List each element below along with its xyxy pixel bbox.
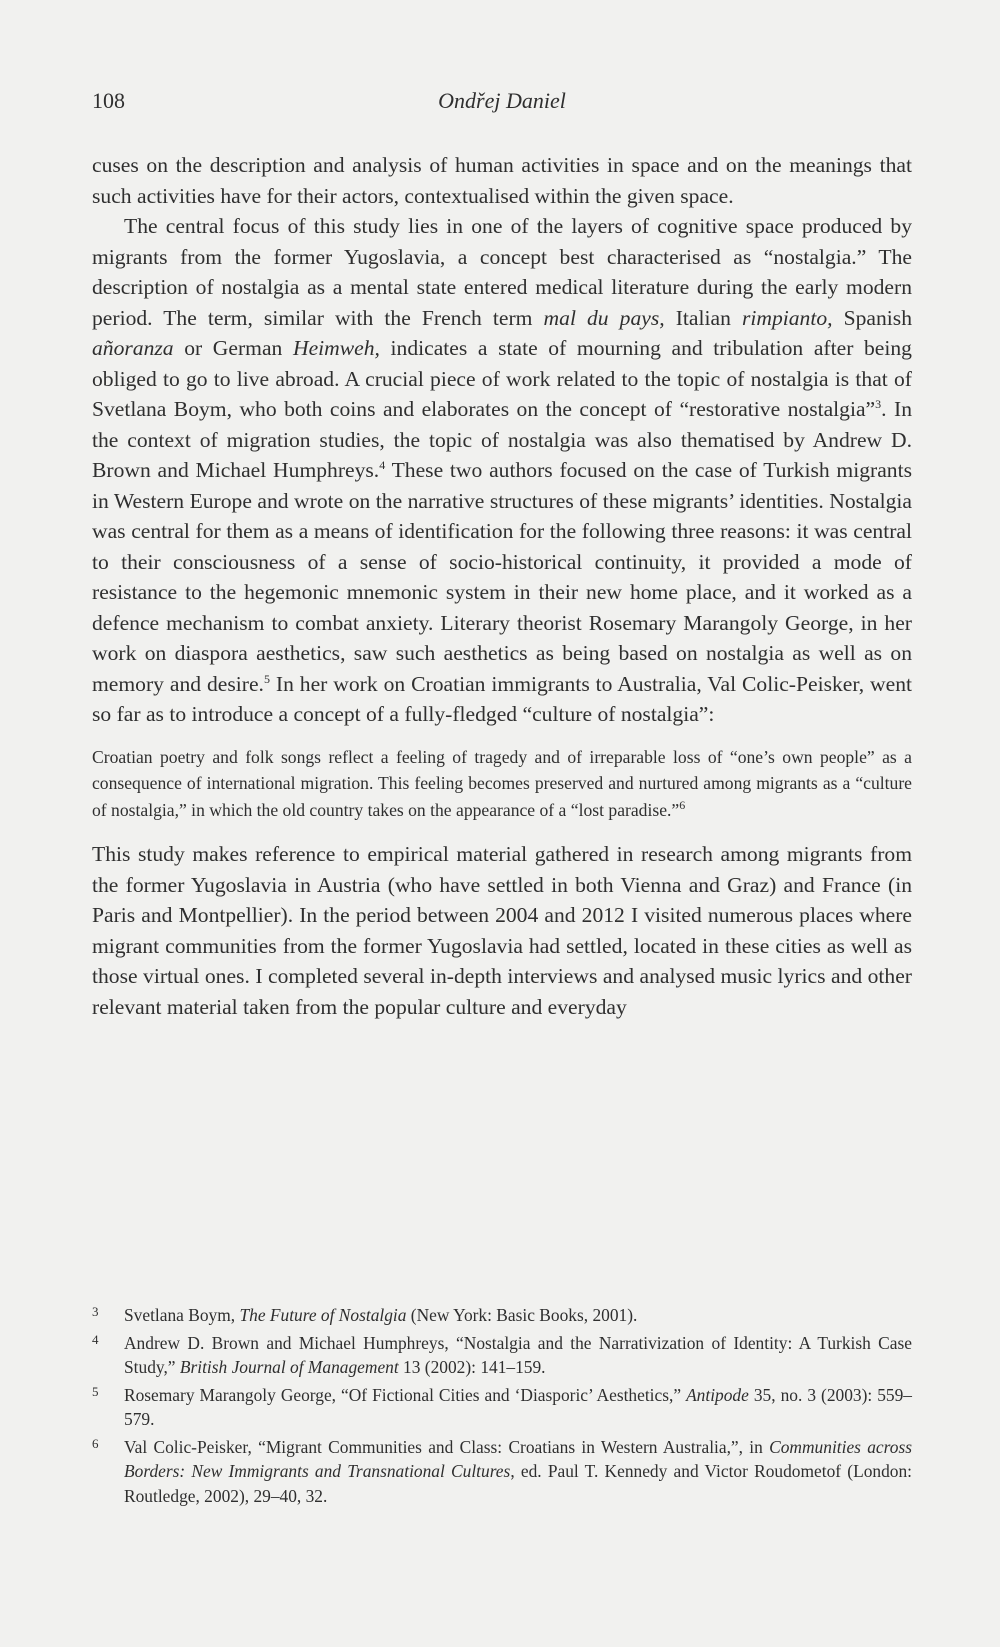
- text-run: 35, no. 3 (2003): 559–579.: [124, 1384, 912, 1429]
- italic-term: rimpianto,: [741, 305, 833, 330]
- text-run: Rosemary Marangoly George, “Of Fictional Cities and ‘Diasporic’ Aesthetics,”: [124, 1384, 687, 1405]
- footnote-ref-3[interactable]: 3: [875, 396, 882, 411]
- paragraph-3: This study makes reference to empirical material gathered in research among migrants from the former Yugoslavia in Austria (who have settled in both Vienna and Graz) and France (in Paris and Montpellier). In the period between 2004 and 2012 I visited numerous places where migrant communities from the former Yugoslavia had settled, located in these cities as well as those virtual ones. I completed several in-depth interviews and analysed music lyrics and other relevant material taken from the popular culture and everyday: [92, 842, 912, 1019]
- text-run: These two authors focused on the case of Turkish migrants in Western Europe and wrote on the narrative structures of these migrants’ identities. Nostalgia was central for them as a means of identification for the following three reasons: it was central to their consciousness of a sense of socio-historical continuity, it provided a mode of resistance to the hegemonic mnemonic system in their new home place, and it worked as a defence mechanism to combat anxiety. Literary theorist Rosemary Marangoly George, in her work on diaspora aesthetics, saw such aesthetics as being based on nostalgia as well as on memory and desire.: [92, 458, 912, 696]
- footnotes: [92, 1303, 912, 1511]
- quote-text: Croatian poetry and folk songs reflect a feeling of tragedy and of irreparable loss of “one’s own people” as a consequence of international migration. This feeling becomes preserved and nurtured among migrants as a “culture of nostalgia,” in which the old country takes on the appearance of a “lost paradise.”: [92, 746, 912, 820]
- footnote-number: 5: [92, 1383, 99, 1399]
- text-run: 13 (2002): 141–159.: [398, 1357, 546, 1377]
- footnote-ref-4[interactable]: 4: [379, 457, 386, 472]
- italic-term: mal du pays,: [543, 305, 665, 330]
- text-run: In her work on Croatian immigrants to Australia, Val Colic-Peisker, went so far as to introduce a concept of a fully-fledged “culture of nostalgia”:: [92, 671, 912, 726]
- block-quote: [92, 744, 912, 824]
- text-run: Andrew D. Brown and Michael Humphreys, “Nostalgia and the Narrativization of Identity: A Turkish Case Study,”: [124, 1332, 912, 1377]
- text-run: Italian: [664, 305, 742, 330]
- text-run: , ed. Paul T. Kennedy and Victor Roudometof (London: Routledge, 2002), 29–40, 32.: [124, 1461, 913, 1506]
- text-run: Svetlana Boym,: [124, 1305, 240, 1325]
- text-run: The central focus of this study lies in one of the layers of cognitive space produced by migrants from the former Yugoslavia, a concept best characterised as “nostalgia.” The description of nostalgia as a mental state entered medical literature during the early modern period. The term, similar with the French term: [92, 214, 912, 330]
- page-header: [92, 88, 912, 118]
- running-head-author: Ondřej Daniel: [438, 88, 566, 113]
- italic-title: British Journal of Management: [179, 1357, 399, 1377]
- main-text: [92, 150, 912, 1022]
- footnote-number: 4: [92, 1331, 99, 1347]
- footnote-6: [92, 1435, 912, 1509]
- text-run: indicates a state of mourning and tribulation after being obliged to go to live abroad. A crucial piece of work related to the topic of nostalgia is that of Svetlana Boym, who both coins and elaborates on the concept of “restorative nostalgia”: [92, 336, 912, 421]
- italic-term: Heimweh,: [292, 336, 380, 360]
- italic-title: Communities across Borders: New Immigrants and Transnational Cultures: [124, 1436, 913, 1481]
- footnote-3: [92, 1303, 912, 1328]
- page-number: 108: [92, 88, 125, 113]
- text-run: Spanish: [832, 305, 913, 330]
- footnote-4: [92, 1331, 912, 1380]
- paragraph-1: cuses on the description and analysis of human activities in space and on the meanings that such activities have for their actors, contextualised within the given space.: [92, 153, 912, 208]
- footnote-number: 6: [92, 1435, 99, 1451]
- footnote-ref-5[interactable]: 5: [263, 671, 270, 686]
- text-run: Val Colic-Peisker, “Migrant Communities and Class: Croatians in Western Australia,”, in: [124, 1436, 770, 1457]
- italic-title: The Future of Nostalgia: [239, 1305, 407, 1325]
- paragraph-2: [92, 211, 912, 730]
- footnote-5: [92, 1383, 912, 1432]
- italic-title: Antipode: [686, 1384, 749, 1405]
- footnote-ref-6[interactable]: 6: [679, 797, 686, 812]
- text-run: . In the context of migration studies, the topic of nostalgia was also thematised by Andrew D. Brown and Michael Humphreys.: [92, 397, 912, 482]
- text-run: or German: [173, 336, 293, 360]
- italic-term: añoranza: [92, 336, 174, 360]
- footnote-number: 3: [92, 1304, 99, 1319]
- text-run: (New York: Basic Books, 2001).: [406, 1305, 638, 1325]
